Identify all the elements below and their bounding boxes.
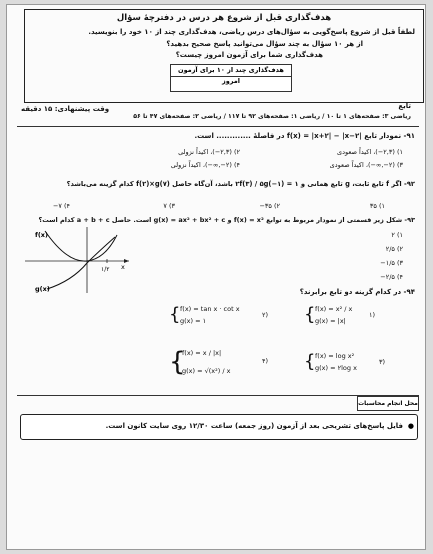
calculation-area-label: محل انجام محاسبات: [357, 396, 419, 411]
goal-instruction-2: از هر ۱۰ سؤال به چند سؤال می‌توانید پاسخ صحیح بدهید؟: [166, 40, 363, 48]
q93-option-1[interactable]: ۱) ۲: [391, 231, 403, 239]
q93-option-2[interactable]: ۲) ۲/۵: [385, 245, 403, 253]
g-curve: [47, 237, 115, 289]
q91-option-2[interactable]: ۲) (۲,۳−)، اکیداً نزولی: [178, 148, 240, 156]
goal-title: هدف‌گذاری قبل از شروع هر درس در دفترچهٔ سؤال: [116, 13, 332, 23]
brace-icon: {: [304, 304, 316, 325]
exam-page: هدف‌گذاری قبل از شروع هر درس در دفترچهٔ سؤال لطفاً قبل از شروع پاسخ‌گویی به سؤال‌های درس ریاضی، هدف‌گذاری چند از ۱۰ خود را بنویسید. از هر ۱۰ سؤال به چند سؤال می‌توانید پاسخ صحیح بدهید؟ هدف‌گذاری شما برای آزمون امروز چیست؟ هدف‌گذاری چند از ۱۰ برای آزمون امروز تابع وقت پیشنهادی: ۱۵ دقیقه ریاضی ۳: صفحه‌های ۱ تا ۱۰ / ریاضی ۱: صفحه‌های ۹۲ تا ۱۱۷ / ریاضی ۲: صفحه‌های ۴۷ تا ۵۶ ۹۱- نمودار تابع |f(x) = |x+۲| − |x−۲ در فاصلهٔ ............. است. ۱) (۲,۳−)، اکیداً صعودی ۲) (۲,۳−)، اکیداً نزولی ۳) (۲−,∞−)، اکیداً صعودی ۴) (۲−,∞−)، اکیداً نزولی ۹۲- اگر f تابع ثابت، g تابع همانی و ۱ = ۲f(۳) / ۵g(−۱) باشد، آن‌گاه حاصل f(۲)×g(۷) کدام گزینه می‌باشد؟ ۱) ۳۵ ۲) ۳۵− ۳) ۷ ۴) ۷− ۹۳- شکل زیر قسمتی از نمودار مربوط به توابع f(x) = x² و g(x) = ax² + bx² + c است. حاصل a + b + c کدام است؟ ۱) ۲ ۲) ۲/۵ ۳) ۱/۵− ۴) ۲/۵− f(x) g(x) x ۱/۲ ۹۴- در کدام گزینه دو تابع برابرند؟ { f(x) = x² / x g(x) = |x| ۱) { f(x) = tan x · cot x g(x) = ۱ ۲) { f(x) = log x² g(x) = ۲log x ۳) { f(x) = x / |x| g(x) = √(x²) / x ۴) محل انجام محاسبات ● فایل پاسخ‌های تشریحی بعد از آزمون (روز جمعه) ساعت ۱۲/۳۰ روی سایت کانون است.: [6, 4, 426, 550]
topic-title: تابع: [398, 102, 411, 110]
question-93: ۹۳- شکل زیر قسمتی از نمودار مربوط به توابع f(x) = x² و g(x) = ax² + bx² + c است. حاصل a + b + c کدام است؟: [38, 216, 415, 224]
goal-instruction-1: لطفاً قبل از شروع پاسخ‌گویی به سؤال‌های درس ریاضی، هدف‌گذاری چند از ۱۰ خود را بنویسید.: [88, 28, 415, 36]
question-91: ۹۱- نمودار تابع |f(x) = |x+۲| − |x−۲ در فاصلهٔ ............. است.: [194, 132, 415, 140]
goal-setting-box: [24, 9, 424, 103]
q93-option-4[interactable]: ۴) ۲/۵−: [380, 273, 403, 281]
q92-option-2[interactable]: ۲) ۳۵−: [259, 202, 280, 210]
q92-option-1[interactable]: ۱) ۳۵: [369, 202, 385, 210]
f-label: f(x): [35, 231, 48, 239]
q93-option-3[interactable]: ۳) ۱/۵−: [380, 259, 403, 267]
f-curve: [45, 231, 117, 261]
goal-answer-box[interactable]: [170, 64, 292, 92]
solutions-note: فایل پاسخ‌های تشریحی بعد از آزمون (روز جمعه) ساعت ۱۲/۳۰ روی سایت کانون است.: [105, 422, 403, 430]
q93-graph: [17, 223, 137, 295]
q91-option-3[interactable]: ۳) (۲−,∞−)، اکیداً صعودی: [329, 161, 403, 169]
q92-option-3[interactable]: ۳) ۷: [163, 202, 175, 210]
suggested-time: وقت پیشنهادی: ۱۵ دقیقه: [21, 105, 110, 113]
solutions-note-box: [20, 414, 418, 440]
tick-label: ۱/۲: [101, 266, 110, 273]
g-label: g(x): [35, 285, 50, 293]
page-range: ریاضی ۳: صفحه‌های ۱ تا ۱۰ / ریاضی ۱: صفحه‌های ۹۲ تا ۱۱۷ / ریاضی ۲: صفحه‌های ۴۷ تا ۵۶: [133, 113, 411, 120]
q91-option-1[interactable]: ۱) (۲,۳−)، اکیداً صعودی: [337, 148, 403, 156]
question-92: ۹۲- اگر f تابع ثابت، g تابع همانی و ۱ = ۲f(۳) / ۵g(−۱) باشد، آن‌گاه حاصل f(۲)×g(۷) کدام گزینه می‌باشد؟: [66, 180, 415, 188]
brace-icon: {: [169, 304, 181, 325]
bullet-icon: ●: [407, 422, 414, 430]
divider: [17, 126, 419, 127]
question-94: ۹۴- در کدام گزینه دو تابع برابرند؟: [299, 288, 415, 296]
brace-icon: {: [304, 351, 316, 372]
brace-icon: {: [169, 347, 186, 377]
q91-option-4[interactable]: ۴) (۲−,∞−)، اکیداً نزولی: [170, 161, 240, 169]
q92-option-4[interactable]: ۴) ۷−: [52, 202, 70, 210]
x-label: x: [121, 263, 125, 271]
goal-answer-label: هدف‌گذاری چند از ۱۰ برای آزمون امروز: [171, 65, 291, 77]
goal-instruction-3: هدف‌گذاری شما برای آزمون امروز چیست؟: [175, 51, 323, 59]
